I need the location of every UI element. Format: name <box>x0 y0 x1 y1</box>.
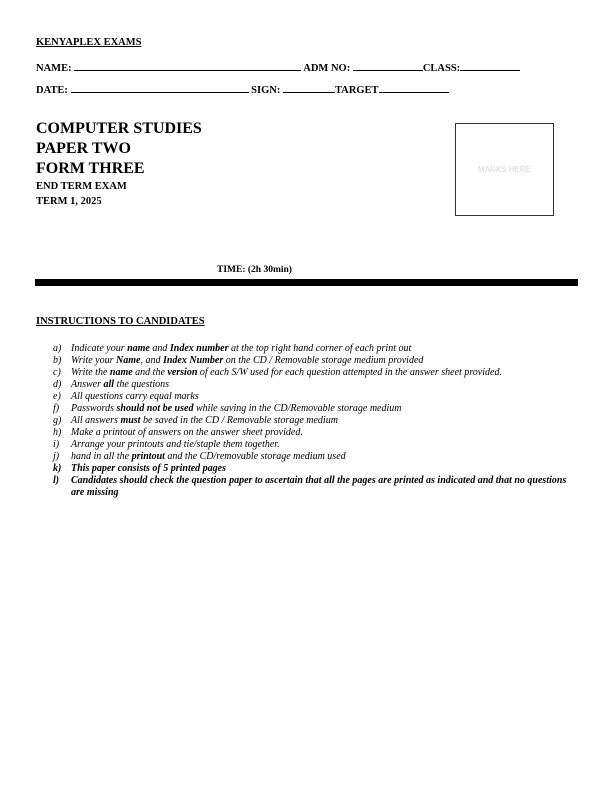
instruction-text: Make a printout of answers on the answer sheet provided. <box>71 427 303 438</box>
instructions-list <box>53 343 573 499</box>
instruction-marker: i) <box>53 439 60 450</box>
instruction-item <box>53 415 573 427</box>
instruction-text: Answer <box>71 379 104 390</box>
instruction-item <box>53 475 573 499</box>
instruction-marker: k) <box>53 463 62 474</box>
instruction-text: Write the <box>71 367 110 378</box>
date-field[interactable] <box>71 83 249 93</box>
instruction-item <box>53 379 573 391</box>
subject-title: COMPUTER STUDIES <box>36 120 202 137</box>
marks-box <box>455 123 554 216</box>
time-allowed: TIME: (2h 30min) <box>217 265 292 275</box>
instruction-emphasis: must <box>120 415 141 426</box>
instruction-text: hand in all the <box>71 451 132 462</box>
instruction-marker: l) <box>53 475 60 486</box>
instruction-marker: h) <box>53 427 62 438</box>
instruction-text: and the CD/removable storage medium used <box>164 451 346 462</box>
instruction-marker: f) <box>53 403 60 414</box>
divider-rule <box>35 279 578 286</box>
name-label: NAME: <box>36 63 72 74</box>
instruction-marker: g) <box>53 415 62 426</box>
instruction-item <box>53 451 573 463</box>
instruction-marker: a) <box>53 343 62 354</box>
instruction-text: and <box>149 343 170 354</box>
exam-provider: KENYAPLEX EXAMS <box>36 37 142 48</box>
instruction-item <box>53 463 573 475</box>
instruction-text: , and <box>140 355 163 366</box>
instruction-text: at the top right hand corner of each print out <box>228 343 412 354</box>
instruction-marker: b) <box>53 355 62 366</box>
instruction-item <box>53 391 573 403</box>
instruction-marker: d) <box>53 379 62 390</box>
instruction-emphasis: Index Number <box>162 355 224 366</box>
instruction-text: All answers <box>71 415 121 426</box>
date-label: DATE: <box>36 85 68 96</box>
instruction-text: while saving in the CD/Removable storage medium <box>193 403 402 414</box>
instruction-text: Passwords <box>71 403 117 414</box>
instruction-emphasis: Candidates should check the question paper to ascertain that all the pages are printed as indicated and that no questions are missing <box>71 475 567 498</box>
form-title: FORM THREE <box>36 160 145 177</box>
instruction-marker: j) <box>53 451 60 462</box>
instruction-emphasis: Index number <box>169 343 229 354</box>
adm-field[interactable] <box>353 61 423 71</box>
instruction-text: be saved in the CD / Removable storage medium <box>140 415 338 426</box>
instruction-item <box>53 403 573 415</box>
instruction-text: Arrange your printouts and tie/staple them together. <box>71 439 280 450</box>
instruction-text: the questions <box>114 379 170 390</box>
adm-label: ADM NO: <box>303 63 351 74</box>
instruction-emphasis: printout <box>131 451 165 462</box>
sign-field[interactable] <box>283 83 335 93</box>
instruction-text: and the <box>132 367 168 378</box>
instruction-text: Indicate your <box>71 343 128 354</box>
date-row <box>36 83 449 96</box>
sign-label: SIGN: <box>251 85 281 96</box>
target-field[interactable] <box>379 83 449 93</box>
instructions-heading: INSTRUCTIONS TO CANDIDATES <box>36 316 205 327</box>
instruction-marker: e) <box>53 391 61 402</box>
instruction-emphasis: version <box>167 367 198 378</box>
instruction-text: on the CD / Removable storage medium provided <box>223 355 424 366</box>
instruction-emphasis: should not be used <box>116 403 194 414</box>
instruction-item <box>53 343 573 355</box>
instruction-item <box>53 367 573 379</box>
instruction-item <box>53 355 573 367</box>
instruction-item <box>53 439 573 451</box>
marks-placeholder: MARKS HERE <box>478 165 531 174</box>
instruction-emphasis: This paper consists of 5 printed pages <box>71 463 227 474</box>
instruction-item <box>53 427 573 439</box>
instruction-emphasis: name <box>127 343 150 354</box>
instruction-emphasis: name <box>109 367 133 378</box>
instruction-emphasis: all <box>103 379 115 390</box>
target-label: TARGET <box>334 85 379 96</box>
term-title: TERM 1, 2025 <box>36 196 102 207</box>
name-field[interactable] <box>74 61 301 71</box>
instruction-text: Write your <box>71 355 116 366</box>
title-block <box>36 119 202 209</box>
class-field[interactable] <box>460 61 520 71</box>
instruction-marker: c) <box>53 367 61 378</box>
exam-title: END TERM EXAM <box>36 181 127 192</box>
class-label: CLASS: <box>422 63 461 74</box>
instruction-emphasis: Name <box>116 355 141 366</box>
instruction-text: of each S/W used for each question attempted in the answer sheet provided. <box>197 367 502 378</box>
paper-title: PAPER TWO <box>36 140 131 157</box>
instruction-text: All questions carry equal marks <box>71 391 199 402</box>
name-row <box>36 61 520 74</box>
